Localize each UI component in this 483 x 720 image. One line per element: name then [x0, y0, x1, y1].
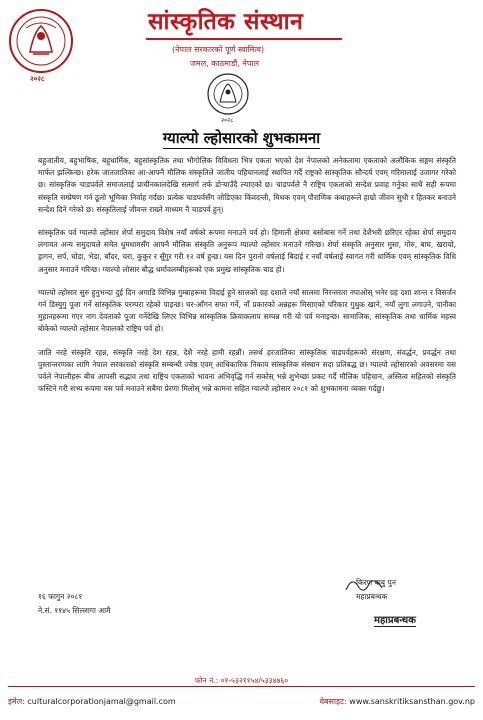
- letter-date: १६ फागुन २०८१: [38, 592, 83, 601]
- institution-logo-icon: [8, 8, 74, 74]
- footer: [8, 696, 475, 707]
- document-title: ग्याल्पो ल्होसारको शुभकामना: [162, 129, 321, 147]
- organization-subtitle: (नेपाल सरकारको पूर्ण स्वामित्व): [172, 45, 265, 54]
- stamp-role: महाप्रबन्धक: [374, 612, 416, 627]
- paragraph-2: सांस्कृतिक पर्व ग्याल्पो ल्होसार शेर्पा समुदाय विशेष नयाँ वर्षको रूपमा मनाउने पर्व हो। हिमाली क्षेत्रमा बसोबास गर्ने तथा देशैभरी छरिएर रहेका शेर्पा समुदाय लगायत अन्य समुदायले समेत धुमधामसँग आफ्नै मौलिक संस्कृति अनुरूप ग्याल्पो ल्होसार मनाउने गरिन्छ। शेर्पा संस्कृति अनुसार मुसा, गोरु, बाघ, खरायो, ड्रागन, सर्प, घोडा, भेडा, बाँदर, चरा, कुकुर र सुँगुर गरी १२ वर्ष हुन्छ। यस दिन पुरानो वर्षलाई बिदाई र नयाँ वर्षलाई स्वागत गरी धार्मिक एवम् सांस्कृतिक विधि अनुसार मनाउने गरिन्छ। ग्याल्पो लोसार बौद्ध धर्मावलम्बीहरूको एक प्रमुख सांस्कृतिक चाड हो।: [38, 228, 456, 274]
- footer-divider: [8, 686, 475, 687]
- email-label: इमेल:: [8, 697, 25, 706]
- government-seal-icon: [206, 72, 250, 116]
- letter-body: [38, 155, 456, 406]
- website-link[interactable]: www.sanskritiksansthan.gov.np: [349, 697, 475, 706]
- organization-address: जमल, काठमाडौं, नेपाल: [190, 59, 259, 68]
- nepal-sambat-date: ने.सं. ११४५ सिल्लागा आमै: [38, 606, 111, 615]
- logo-year: २०२८: [30, 75, 45, 83]
- date-block: [38, 590, 111, 618]
- seal-year: २०२८: [221, 117, 234, 124]
- website-label: वेबसाइट:: [319, 697, 347, 706]
- title-divider: [146, 38, 342, 40]
- signer-name: किरण बाबु पुन: [356, 578, 396, 587]
- letterhead: [0, 0, 483, 110]
- paragraph-1: बहुजातीय, बहुभाषिक, बहुधार्मिक, बहुसांस्कृतिक तथा भौगोलिक विविधता भित्र एकता भएको देश नेपालको अनेकतामा एकताको अलौकिक सङ्गम संस्कृति मार्फत झल्किन्छ। हरेक जातजातिका आ-आफ्नै मौलिक संस्कृतिले जातीय पहिचानलाई स्थापित गर्दै राष्ट्रको सांस्कृतिक सौन्दर्य एवम् गरिमालाई उजागर गरेको छ। सांस्कृतिक चाडपर्वले समाजलाई प्राचीनकालदेखि सत्मार्ग तर्फ डोऱ्याउँदै ल्याएको छ। चाडपर्वले नै राष्ट्रिय एकताको सन्देश प्रवाह गर्नुका साथै सही रूपमा संस्कृति सम्प्रेषण गर्न ठूलो भूमिका निर्वाह गर्दछ। प्रत्येक चाडपर्वसँग जोडिएका किंवदन्ती, मिथक एवम् पौराणिक कथाहरूले हाम्रो जीवन सुधी र हितकर बनाउने सन्देश दिने गरेको छ। संस्कृतिलाई जीवन्त राख्ने माध्यम नै चाडपर्व हुन्।: [38, 156, 457, 214]
- email-link[interactable]: culturalcorporationjamal@gmail.com: [27, 697, 176, 706]
- paragraph-3: ग्याल्पो ल्होसार सुरु हुनुभन्दा दुई दिन अगाडि विभिन्न गुम्बाहरूमा विदाई हुने सालको ग्रह दशाले नयाँ सालमा निरन्तरता नपाओस् भनेर ग्रह दशा शान्त र विसर्जन गर्न डिस्युगु पूजा गर्ने सांस्कृतिक परम्परा रहेको पाइन्छ। घर-आँगन सफा गर्ने, नाँ प्रकारको अन्नहरू मिसाएको परिकार गुथुक खाने, नयाँ लुगा लगाउने, पानीका मुहानहरूमा गएर नाग देवताको पूजा गर्नेदेखि लिएर विभिन्न सांस्कृतिक क्रियाकलाप सम्पन्न गरी यो पर्व मनाइन्छ। सामाजिक, सांस्कृतिक तथा धार्मिक महत्त्व बोकेको ग्याल्पो ल्होसार नेपालको राष्ट्रिय पर्व हो।: [38, 287, 456, 334]
- organization-name: सांस्कृतिक संस्थान: [148, 9, 304, 35]
- signature-block: [356, 576, 396, 604]
- phone-number: फोन नं.: ०१-५३२११५४/५३३४७६०: [194, 676, 289, 685]
- paragraph-4: जाति नरहे संस्कृति रहन्न, संस्कृति नरहे देश रहन्न, देशै नरहे हामी रहन्नौं। तसर्थ हरजातिका सांस्कृतिक चाडपर्वहरूको संरक्षण, संवर्द्धन, प्रवर्द्धन तथा पुस्तान्तरणका लागि नेपाल सरकारको संस्कृति सम्बन्धी ज्येष्ठ एवम् आधिकारिक निकाय सांस्कृतिक संस्थान सदा प्रतिबद्ध छ। ग्याल्पो ल्होसारको अवसरमा यस पर्वले नेपालीहरू बीच आपसी सद्भाव तथा राष्ट्रिय एकताको भावना अभिवृद्धि गर्न सकोस् भन्ने शुभेच्छा प्रकट गर्दै मौलिक पहिचान, अस्तित्व सहितको संस्कृति फस्टिने गरी सभ्य रूपमा यस पर्व मनाउने सबैमा प्रेरणा मिलोस् भन्ने कामना सहित ग्याल्पो ल्होसार २०८१ को शुभकामना व्यक्त गर्दछु।: [38, 347, 456, 394]
- signer-role: महाप्रबन्धक: [356, 592, 388, 601]
